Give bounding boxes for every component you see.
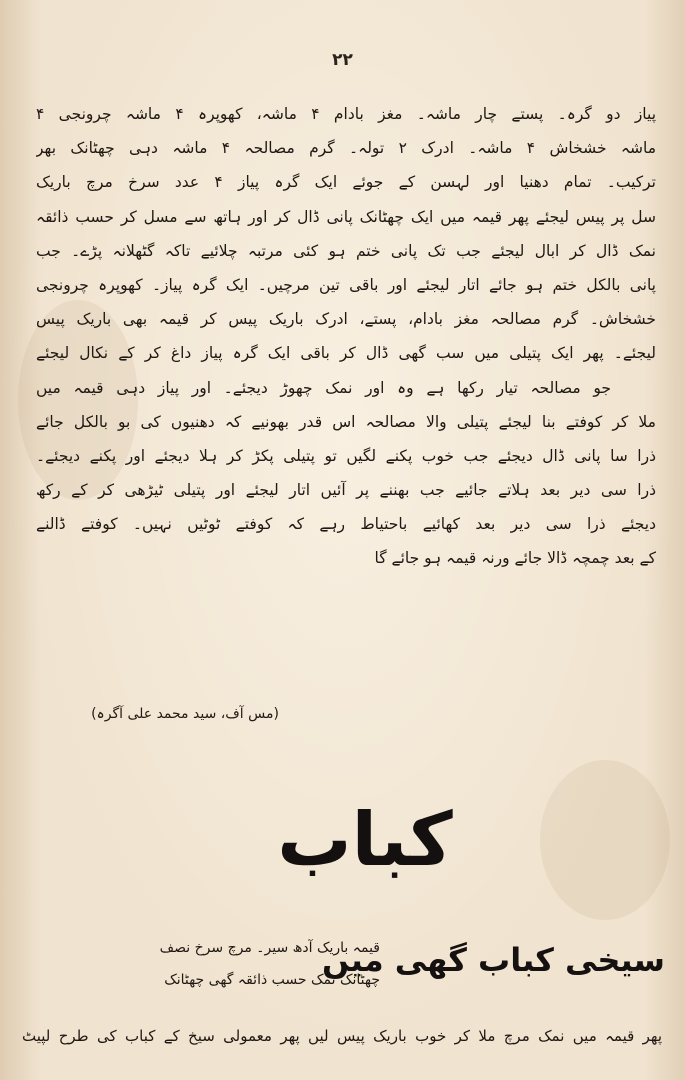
text-line: ذرا سی دیر بعد ہلاتے جائیے جب بھننے پر آئیں اتار لیجئے اور پتیلی ٹیڑھی کر کے رکھ xyxy=(36,481,656,500)
text-line: لیجئے۔ پھر ایک پتیلی میں سب گھی ڈال کر باقی ایک گرہ پیاز داغ کر کے نکال لیجئے xyxy=(36,344,656,363)
text-line: ترکیب۔ تمام دھنیا اور لہسن کے جوئے ایک گرہ پیاز ۴ عدد سرخ مرچ باریک xyxy=(36,173,656,192)
text-line: پانی بالکل ختم ہو جائے اتار لیجئے اور باقی تین مرچیں۔ ایک گرہ پیاز۔ کھوپرہ چرونجی xyxy=(36,275,656,294)
attribution: (مس آف، سید محمد علی آگرہ) xyxy=(91,706,279,722)
text-line: کے بعد چمچہ ڈالا جائے ورنہ قیمہ ہو جائے گا xyxy=(374,549,656,568)
recipe-title: سیخی کباب گھی میں xyxy=(321,941,665,979)
ingredient-line: قیمہ باریک آدھ سیر۔ مرچ سرخ نصف xyxy=(159,940,380,956)
paper-stain xyxy=(540,760,670,920)
text-line: ذرا سا پانی ڈال دیجئے جب خوب پکنے لگیں تو پتیلی پکڑ کر ہلا دیجئے اور پکنے دیجئے۔ xyxy=(36,446,656,465)
ingredients-list xyxy=(20,932,380,996)
page-number: ۲۲ xyxy=(332,50,353,70)
ingredient-line: چھٹانک نمک حسب ذائقہ گھی چھٹانک xyxy=(164,972,380,988)
text-line: پیاز دو گرہ۔ پستے چار ماشہ۔ مغز بادام ۴ ماشہ، کھوپرہ ۴ ماشہ چرونجی ۴ xyxy=(36,105,656,123)
section-heading: کباب xyxy=(277,797,453,883)
text-line: سل پر پیس لیجئے پھر قیمہ میں ایک چھٹانک پانی ڈال کر اور ہاتھ سے مسل کر حسب ذائقہ xyxy=(36,207,656,226)
text-line: خشخاش۔ گرم مصالحہ مغز بادام، پستے، ادرک باریک پیس کر قیمہ بھی باریک پیس xyxy=(36,310,656,329)
text-line: دیجئے ذرا سی دیر بعد کھائیے باحتیاط رہے کہ کوفتے ٹوٹیں نہیں۔ کوفتے ڈالنے xyxy=(36,515,656,534)
text-line: ماشہ خشخاش ۴ ماشہ۔ ادرک ۲ تولہ۔ گرم مصالحہ ۴ ماشہ دہی چھٹانک بھر xyxy=(36,139,656,158)
text-line: ملا کر کوفتے بنا لیجئے پتیلی والا مصالحہ اس قدر بھونیے کہ دھنیوں کی بو بالکل جائے xyxy=(36,412,656,431)
recipe-text-block xyxy=(36,97,656,576)
recipe-instruction: پھر قیمہ میں نمک مرچ ملا کر خوب باریک پیس لیں پھر معمولی سیخ کے کباب کی طرح لپیٹ xyxy=(22,1027,662,1045)
text-line: جو مصالحہ تیار رکھا ہے وہ اور نمک چھوڑ دیجئے۔ اور پیاز دہی قیمہ میں xyxy=(36,378,611,397)
text-line: نمک ڈال کر ابال لیجئے جب تک پانی ختم ہو کئی مرتبہ چلائیے تاکہ گٹھلانہ پڑے۔ جب xyxy=(36,241,656,260)
